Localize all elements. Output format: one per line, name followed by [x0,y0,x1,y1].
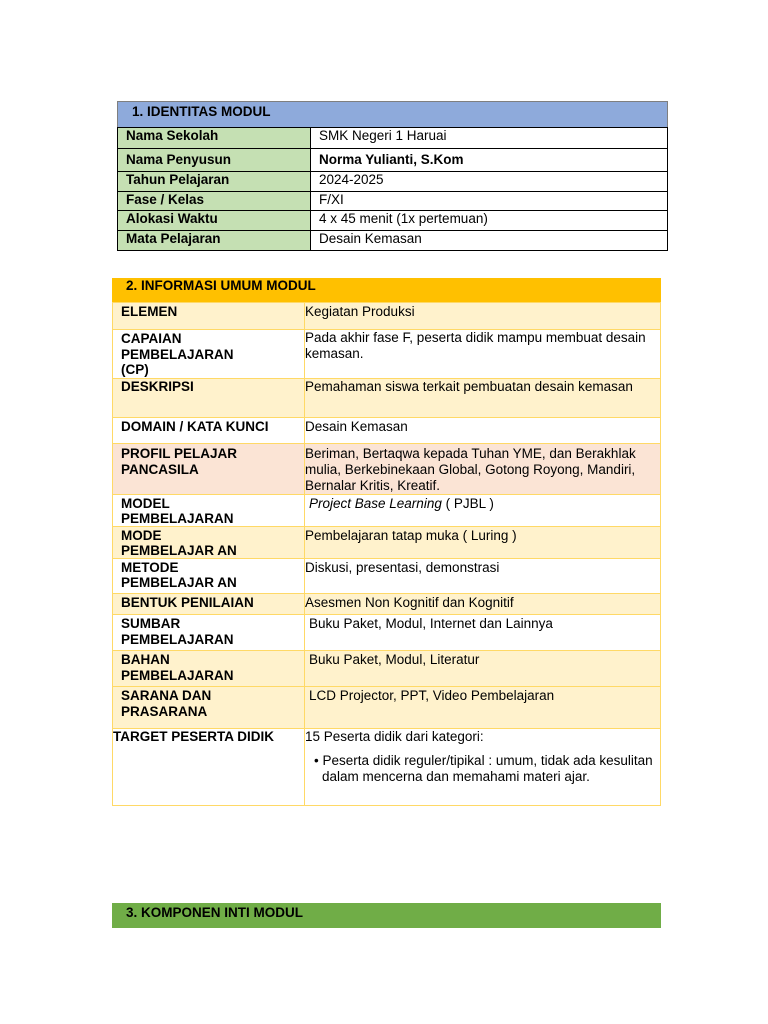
table-row [118,172,668,192]
identitas-modul-table [117,127,668,251]
label-line: PANCASILA [121,462,199,477]
label-line: PEMBELAJARAN [121,668,234,683]
section-3-header [112,903,661,928]
row-label: DESKRIPSI [113,379,305,418]
label-line: PEMBELAJAR AN [121,543,237,558]
table-row [113,594,661,615]
label-line: CAPAIAN [121,331,182,346]
row-value: Pembelajaran tatap muka ( Luring ) [305,527,661,559]
row-value: Kegiatan Produksi [305,303,661,330]
row-value: Desain Kemasan [311,231,668,251]
row-label: Alokasi Waktu [118,211,311,231]
row-value: SMK Negeri 1 Haruai [311,128,668,149]
row-value: Asesmen Non Kognitif dan Kognitif [305,594,661,615]
row-value: LCD Projector, PPT, Video Pembelajaran [305,687,661,729]
table-row [113,729,661,806]
label-line: (CP) [121,362,149,377]
label-line: SARANA DAN [121,688,212,703]
target-bullet-text: Peserta didik reguler/tipikal : umum, tidak ada kesulitan dalam mencerna dan memahami materi ajar. [322,753,653,784]
table-row [118,192,668,211]
row-value: 2024-2025 [311,172,668,192]
row-label [113,687,305,729]
row-label: Fase / Kelas [118,192,311,211]
row-value: Buku Paket, Modul, Internet dan Lainnya [305,615,661,651]
row-value: Pemahaman siswa terkait pembuatan desain kemasan [305,379,661,418]
table-row [113,687,661,729]
table-row [113,444,661,495]
row-value: Diskusi, presentasi, demonstrasi [305,559,661,594]
list-item: • Peserta didik reguler/tipikal : umum, tidak ada kesulitan dalam mencerna dan memahami materi ajar. [314,753,653,784]
informasi-umum-table [112,302,661,806]
row-label: Nama Penyusun [118,149,311,172]
label-line: PEMBELAJARAN [121,511,234,526]
label-line: PEMBELAJAR AN [121,575,237,590]
table-row [113,651,661,687]
model-italic-text: Project Base Learning [309,496,442,511]
row-value: F/XI [311,192,668,211]
row-value: Buku Paket, Modul, Literatur [305,651,661,687]
table-row [118,231,668,251]
row-label: Mata Pelajaran [118,231,311,251]
section-3-title: 3. KOMPONEN INTI MODUL [126,905,304,920]
row-label [113,444,305,495]
table-row [118,128,668,149]
row-label [113,615,305,651]
section-2-header [112,278,661,302]
section-1-header [117,101,668,128]
table-row [113,379,661,418]
table-row [113,527,661,559]
row-label [113,559,305,594]
row-value: Beriman, Bertaqwa kepada Tuhan YME, dan Berakhlak mulia, Berkebinekaan Global, Gotong Royong, Mandiri, Bernalar Kritis, Kreatif. [305,444,661,495]
section-1-title: 1. IDENTITAS MODUL [132,104,271,119]
row-label: ELEMEN [113,303,305,330]
row-value [305,495,661,527]
label-line: SUMBAR [121,616,181,631]
label-line: PROFIL PELAJAR [121,446,238,461]
row-label [113,651,305,687]
row-label: TARGET PESERTA DIDIK [113,729,305,806]
row-value: Desain Kemasan [305,418,661,444]
label-line: METODE [121,560,179,575]
row-value: 4 x 45 menit (1x pertemuan) [311,211,668,231]
row-value [305,729,661,806]
row-label [113,527,305,559]
table-row [113,303,661,330]
row-label: Nama Sekolah [118,128,311,149]
table-row [118,211,668,231]
table-row [118,149,668,172]
row-label [113,495,305,527]
section-2-title: 2. INFORMASI UMUM MODUL [126,278,316,293]
row-label [113,330,305,379]
table-row [113,495,661,527]
row-label: DOMAIN / KATA KUNCI [113,418,305,444]
label-line: MODE [121,528,162,543]
label-line: PEMBELAJARAN [121,632,234,647]
target-intro: 15 Peserta didik dari kategori: [305,729,484,744]
row-value: Norma Yulianti, S.Kom [311,149,668,172]
row-value: Pada akhir fase F, peserta didik mampu membuat desain kemasan. [305,330,661,379]
label-line: BAHAN [121,652,170,667]
model-rest-text: ( PJBL ) [441,496,494,511]
table-row [113,330,661,379]
table-row [113,418,661,444]
row-label: BENTUK PENILAIAN [113,594,305,615]
label-line: MODEL [121,496,170,511]
label-line: PRASARANA [121,704,208,719]
table-row [113,559,661,594]
label-line: PEMBELAJARAN [121,347,234,362]
target-list [305,753,660,785]
row-label: Tahun Pelajaran [118,172,311,192]
table-row [113,615,661,651]
